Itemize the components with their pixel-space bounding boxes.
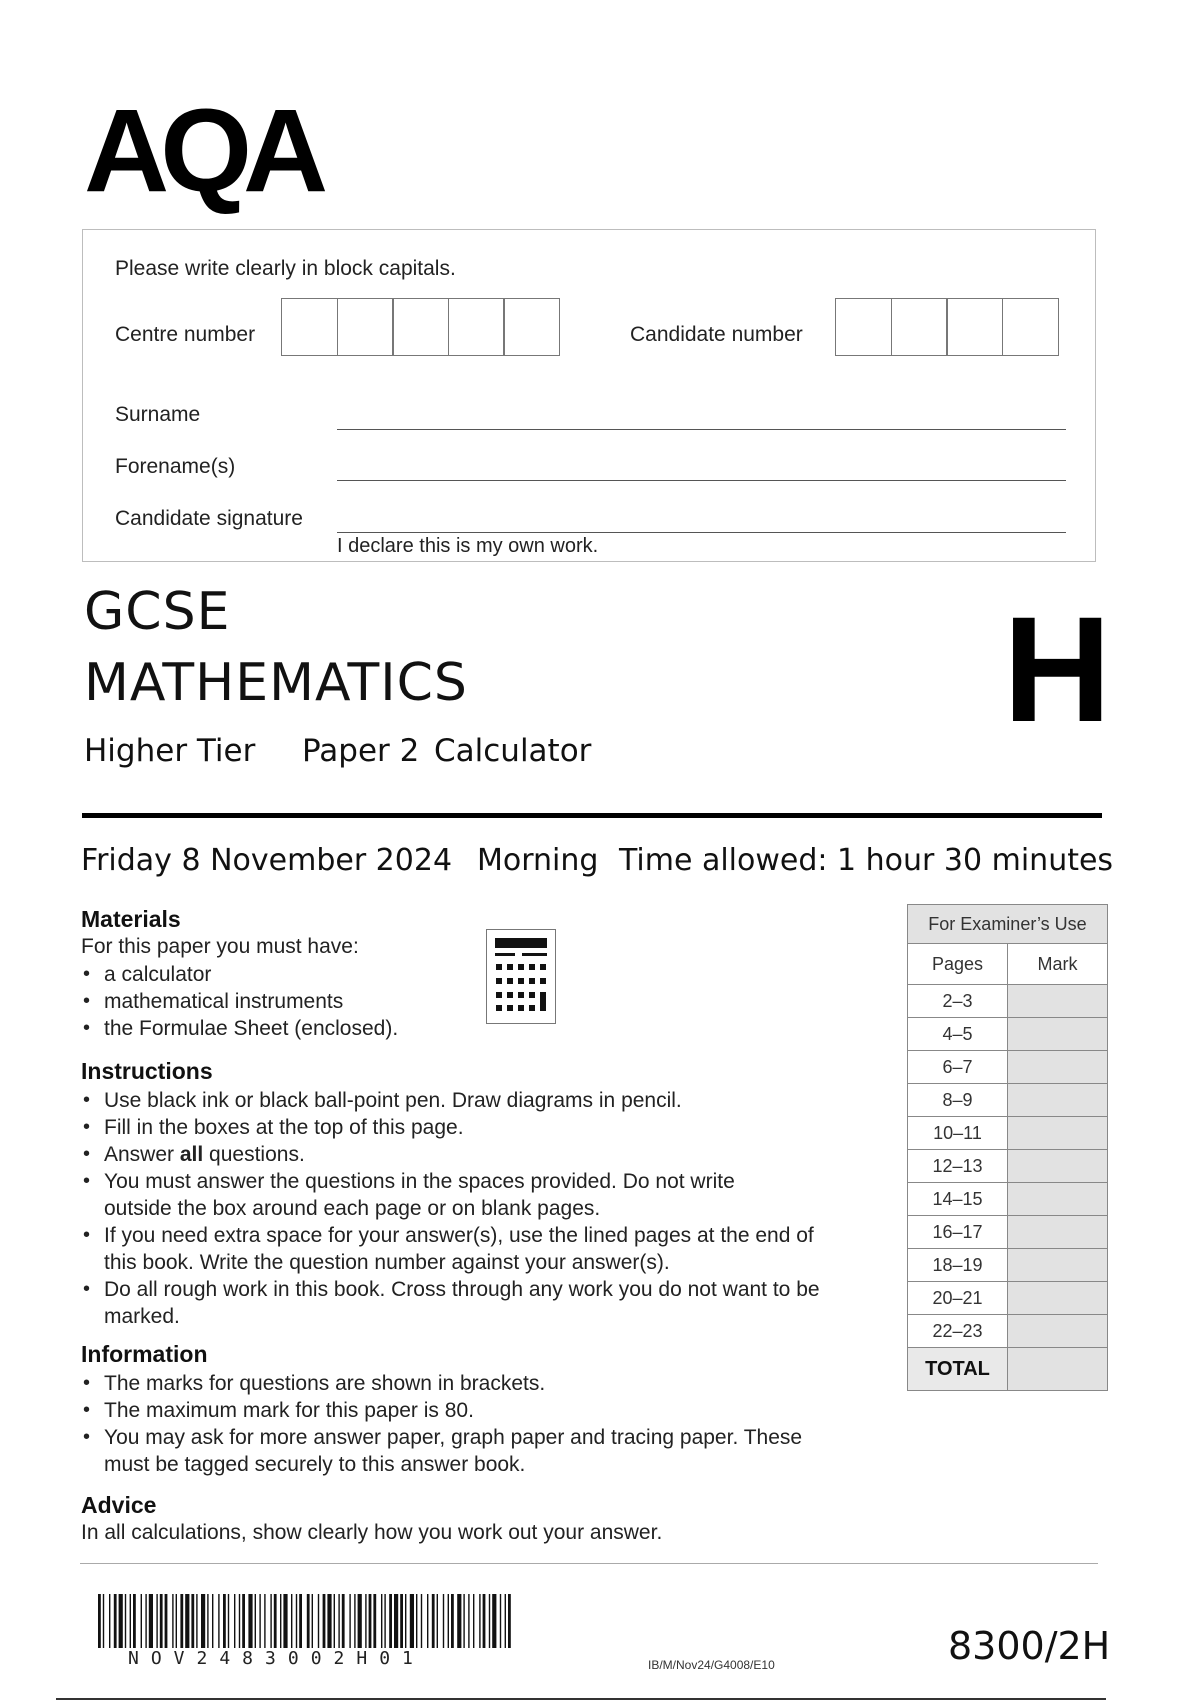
list-item: • You must answer the questions in the spaces provided. Do not write outside the box around each page or on blank pages. — [81, 1168, 804, 1222]
mark-cell — [1008, 985, 1108, 1018]
barcode-bar — [180, 1594, 183, 1648]
barcode-bar — [457, 1594, 461, 1648]
list-item: • If you need extra space for your answer(s), use the lined pages at the end of this book. Write the question number against your answer(s). — [81, 1222, 844, 1276]
pages-cell: 22–23 — [908, 1315, 1008, 1348]
barcode-bar — [500, 1594, 501, 1648]
candidate-number-boxes[interactable] — [835, 298, 1059, 356]
barcode-bar — [410, 1594, 414, 1648]
barcode-bar — [156, 1594, 157, 1648]
list-item: • Use black ink or black ball-point pen. Draw diagrams in pencil. — [81, 1087, 851, 1114]
barcode-bar — [416, 1594, 417, 1648]
table-row — [908, 1282, 1108, 1315]
barcode-bar — [394, 1594, 398, 1648]
mark-cell — [1008, 1117, 1108, 1150]
barcode-bar — [196, 1594, 197, 1648]
candidate-digit-box[interactable] — [891, 298, 948, 356]
barcode-bar — [228, 1594, 229, 1648]
instructions-heading: Instructions — [81, 1058, 213, 1084]
barcode-bar — [239, 1594, 240, 1648]
exam-date: Friday 8 November 2024 — [81, 843, 453, 878]
calculator-icon-graphic — [487, 930, 554, 1022]
pages-cell: 18–19 — [908, 1249, 1008, 1282]
mark-cell — [1008, 1216, 1108, 1249]
calculator-icon — [486, 929, 556, 1024]
materials-intro: For this paper you must have: — [81, 935, 359, 958]
total-row — [908, 1348, 1108, 1391]
barcode-bar — [264, 1594, 265, 1648]
barcode-bar — [327, 1594, 331, 1648]
barcode-bar — [172, 1594, 173, 1648]
list-item: • You may ask for more answer paper, graph paper and tracing paper. These must be tagged securely to this answer book. — [81, 1424, 824, 1478]
barcode-bar — [283, 1594, 287, 1648]
answer-all-bold: all — [179, 1143, 204, 1166]
barcode-text: NOV2483002H01 — [128, 1648, 425, 1669]
barcode-bar — [133, 1594, 136, 1648]
barcode-bar — [234, 1594, 235, 1648]
barcode-bar — [312, 1594, 313, 1648]
barcode-bar — [149, 1594, 153, 1648]
barcode-bar — [342, 1594, 345, 1648]
candidate-number-label: Candidate number — [630, 323, 803, 346]
table-row — [908, 985, 1108, 1018]
forenames-label: Forename(s) — [115, 455, 236, 478]
barcode-bar — [191, 1594, 194, 1648]
reference-code: IB/M/Nov24/G4008/E10 — [648, 1658, 775, 1672]
barcode-bar — [381, 1594, 382, 1648]
paper-label: Paper 2 — [302, 733, 420, 769]
table-row — [908, 1084, 1108, 1117]
list-item: • Do all rough work in this book. Cross through any work you do not want to be marked. — [81, 1276, 864, 1330]
barcode-bar — [463, 1594, 464, 1648]
pages-cell: 10–11 — [908, 1117, 1008, 1150]
barcode-bar — [448, 1594, 449, 1648]
barcode-bar — [109, 1594, 110, 1648]
centre-digit-box[interactable] — [281, 298, 338, 356]
barcode-bar — [354, 1594, 355, 1648]
barcode-bar — [242, 1594, 245, 1648]
materials-list — [81, 961, 481, 1042]
barcode-bar — [358, 1594, 362, 1648]
pages-cell: 14–15 — [908, 1183, 1008, 1216]
instructions-list — [81, 1087, 851, 1330]
pages-cell: 12–13 — [908, 1150, 1008, 1183]
mark-cell — [1008, 1183, 1108, 1216]
barcode-bar — [98, 1594, 101, 1648]
barcode-bar — [160, 1594, 163, 1648]
mark-column-header: Mark — [1008, 944, 1108, 985]
time-allowed: Time allowed: 1 hour 30 minutes — [619, 843, 1114, 878]
surname-line[interactable] — [337, 429, 1066, 430]
pages-cell: 16–17 — [908, 1216, 1008, 1249]
list-item: • the Formulae Sheet (enclosed). — [81, 1015, 481, 1042]
table-row — [908, 1051, 1108, 1084]
list-item: • The marks for questions are shown in brackets. — [81, 1370, 811, 1397]
pages-cell: 4–5 — [908, 1018, 1008, 1051]
barcode-bar — [483, 1594, 486, 1648]
barcode-bar — [145, 1594, 146, 1648]
barcode-bar — [369, 1594, 372, 1648]
materials-heading: Materials — [81, 906, 181, 932]
advice-text: In all calculations, show clearly how you work out your answer. — [81, 1521, 663, 1544]
barcode-bar — [373, 1594, 376, 1648]
barcode-bar — [427, 1594, 428, 1648]
barcode-bar — [437, 1594, 438, 1648]
list-item: • Fill in the boxes at the top of this page. — [81, 1114, 851, 1141]
barcode-bar — [323, 1594, 326, 1648]
barcode-bar — [389, 1594, 392, 1648]
tier-label: Higher Tier — [84, 733, 256, 769]
barcode-bar — [130, 1594, 131, 1648]
table-row — [908, 1117, 1108, 1150]
mark-cell — [1008, 1282, 1108, 1315]
list-item — [81, 1141, 851, 1168]
barcode-bar — [119, 1594, 123, 1648]
barcode-bar — [443, 1594, 444, 1648]
qualification-title: GCSE — [84, 582, 231, 642]
aqa-logo: AQA — [84, 85, 320, 217]
candidate-digit-box[interactable] — [835, 298, 892, 356]
mark-cell — [1008, 1018, 1108, 1051]
barcode-bar — [334, 1594, 335, 1648]
barcode-bar — [508, 1594, 511, 1648]
declaration-text: I declare this is my own work. — [337, 535, 599, 557]
forenames-line[interactable] — [337, 480, 1066, 481]
candidate-digit-box[interactable] — [1002, 298, 1059, 356]
barcode-bar — [365, 1594, 366, 1648]
barcode — [98, 1594, 514, 1653]
barcode-bar — [307, 1594, 310, 1648]
barcode-bar — [255, 1594, 256, 1648]
barcode-bar — [473, 1594, 474, 1648]
barcode-bar — [432, 1594, 435, 1648]
barcode-bar — [223, 1594, 226, 1648]
list-item: • The maximum mark for this paper is 80. — [81, 1397, 811, 1424]
barcode-bar — [405, 1594, 406, 1648]
barcode-bar — [176, 1594, 177, 1648]
barcode-bar — [338, 1594, 339, 1648]
barcode-bar — [218, 1594, 219, 1648]
candidate-digit-box[interactable] — [946, 298, 1003, 356]
table-row — [908, 1183, 1108, 1216]
barcode-bar — [489, 1594, 490, 1648]
barcode-bar — [212, 1594, 213, 1648]
barcode-bar — [114, 1594, 117, 1648]
pages-cell: 20–21 — [908, 1282, 1008, 1315]
barcode-bar — [468, 1594, 469, 1648]
barcode-bar — [492, 1594, 496, 1648]
barcode-bar — [299, 1594, 302, 1648]
pages-column-header: Pages — [908, 944, 1008, 985]
examiner-table-title: For Examiner’s Use — [908, 905, 1108, 944]
block-capitals-instruction: Please write clearly in block capitals. — [115, 257, 456, 280]
centre-number-boxes[interactable] — [281, 298, 560, 356]
pages-cell: 8–9 — [908, 1084, 1008, 1117]
tier-letter: H — [1003, 585, 1112, 753]
footer-divider — [80, 1563, 1098, 1564]
mark-cell — [1008, 1315, 1108, 1348]
barcode-bar — [141, 1594, 142, 1648]
barcode-bar — [296, 1594, 297, 1648]
barcode-bar — [259, 1594, 260, 1648]
centre-digit-box[interactable] — [448, 298, 505, 356]
barcode-bar — [505, 1594, 506, 1648]
subject-title: MATHEMATICS — [84, 653, 468, 713]
information-heading: Information — [81, 1341, 208, 1367]
centre-number-label: Centre number — [115, 323, 256, 346]
table-row — [908, 1249, 1108, 1282]
mark-cell — [1008, 1084, 1108, 1117]
title-divider — [82, 813, 1102, 818]
mark-cell — [1008, 1150, 1108, 1183]
answer-all-post: questions. — [203, 1143, 305, 1166]
barcode-bar — [165, 1594, 168, 1648]
barcode-bar — [451, 1594, 454, 1648]
barcode-bar — [384, 1594, 385, 1648]
paper-code: 8300/2H — [948, 1624, 1111, 1668]
examiner-use-table — [907, 904, 1108, 1391]
information-list — [81, 1370, 811, 1478]
list-item: • mathematical instruments — [81, 988, 481, 1015]
total-label: TOTAL — [908, 1348, 1008, 1391]
barcode-bar — [125, 1594, 126, 1648]
table-row — [908, 1150, 1108, 1183]
table-row — [908, 1216, 1108, 1249]
barcode-bar — [248, 1594, 252, 1648]
barcode-bar — [270, 1594, 271, 1648]
signature-line[interactable] — [337, 532, 1066, 533]
barcode-bar — [280, 1594, 281, 1648]
barcode-bar — [400, 1594, 403, 1648]
table-row — [908, 1315, 1108, 1348]
barcode-bar — [185, 1594, 189, 1648]
barcode-bar — [349, 1594, 350, 1648]
barcode-bar — [201, 1594, 205, 1648]
pages-cell: 2–3 — [908, 985, 1008, 1018]
barcode-bar — [207, 1594, 208, 1648]
mark-cell — [1008, 1051, 1108, 1084]
exam-session: Morning — [477, 843, 599, 878]
total-mark-cell — [1008, 1348, 1108, 1391]
paper-type-label: Calculator — [434, 733, 592, 769]
barcode-bar — [479, 1594, 480, 1648]
barcode-bar — [291, 1594, 292, 1648]
table-row — [908, 1018, 1108, 1051]
barcode-bar — [421, 1594, 422, 1648]
barcode-bar — [274, 1594, 277, 1648]
mark-cell — [1008, 1249, 1108, 1282]
centre-digit-box[interactable] — [337, 298, 394, 356]
centre-digit-box[interactable] — [392, 298, 449, 356]
answer-all-pre: Answer — [104, 1143, 180, 1166]
barcode-graphic — [98, 1594, 514, 1648]
barcode-bar — [103, 1594, 104, 1648]
surname-label: Surname — [115, 403, 201, 426]
centre-digit-box[interactable] — [503, 298, 560, 356]
advice-heading: Advice — [81, 1492, 157, 1518]
signature-label: Candidate signature — [115, 507, 303, 530]
barcode-bar — [318, 1594, 319, 1648]
pages-cell: 6–7 — [908, 1051, 1008, 1084]
list-item: • a calculator — [81, 961, 481, 988]
